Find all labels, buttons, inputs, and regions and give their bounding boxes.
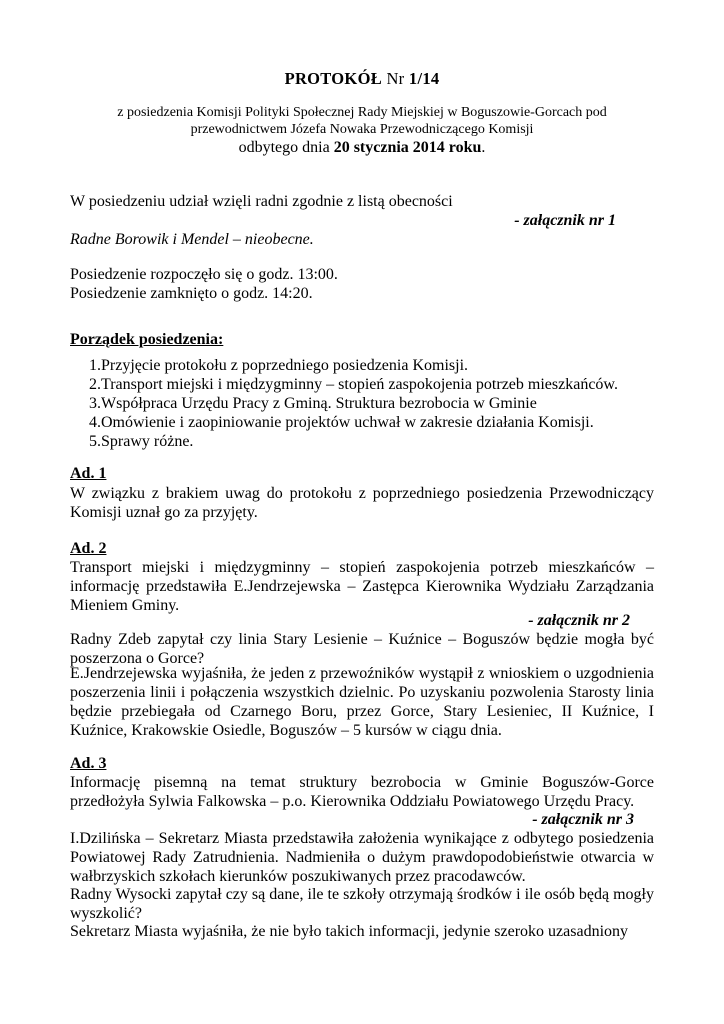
subtitle-line-2: przewodnictwem Józefa Nowaka Przewodniczącego Komisji: [190, 121, 534, 137]
document-title: [0, 69, 724, 89]
agenda-item: 1.Przyjęcie protokołu z poprzedniego posiedzenia Komisji.: [89, 357, 469, 374]
absent-note: Radne Borowik i Mendel – nieobecne.: [70, 231, 314, 248]
start-time: Posiedzenie rozpoczęło się o godz. 13:00.: [70, 266, 338, 283]
attachment-3-ref: - załącznik nr 3: [532, 811, 634, 828]
agenda-item: 5.Sprawy różne.: [89, 432, 194, 450]
agenda-list: [89, 357, 649, 452]
agenda-item: 2.Transport miejski i międzygminny – stopień zaspokojenia potrzeb mieszkańców.: [89, 375, 618, 393]
document-subtitle: [80, 105, 644, 158]
ad2-text: Transport miejski i międzygminny – stopień zaspokojenia potrzeb mieszkańców – informację przedstawiła E.Jendrzejewska – Zastępca Kierownika Wydziału Zarządzania Mieniem Gminy.: [70, 559, 654, 614]
subtitle-line-1: z posiedzenia Komisji Polityki Społecznej Rady Miejskiej w Boguszowie-Gorcach pod: [117, 105, 607, 120]
ad2-answer: E.Jendrzejewska wyjaśniła, że jeden z przewoźników wystąpił z wnioskiem o uzgodnienia poszerzenia linii i połączenia wszystkich dzielnic. Po uzyskaniu pozwolenia Starosty linia będzie przebiegała od Czarnego Boru, przez Gorce, Stary Lesieniec, II Kuźnice, I Kuźnice, Krakowskie Osiedle, Boguszów – 5 kursów w ciągu dnia.: [70, 665, 654, 739]
title-number: 1/14: [408, 69, 440, 88]
attendance-text: W posiedzeniu udział wzięli radni zgodnie z listą obecności: [70, 193, 453, 210]
date-value: 20 stycznia 2014 roku: [333, 139, 482, 156]
agenda-heading: Porządek posiedzenia:: [70, 331, 224, 348]
ad1-heading: Ad. 1: [70, 465, 107, 482]
date-suffix: .: [481, 139, 486, 156]
attachment-2-ref: - załącznik nr 2: [528, 612, 630, 629]
agenda-item: 4.Omówienie i zaopiniowanie projektów uchwał w zakresie działania Komisji.: [89, 413, 594, 431]
title-word: PROTOKÓŁ: [284, 69, 383, 88]
ad3-secretary: I.Dzilińska – Sekretarz Miasta przedstawiła założenia wynikające z odbytego posiedzenia Powiatowej Rady Zatrudnienia. Nadmieniła o dużym prawdopodobieństwie otwarcia w wałbrzyskich szkołach kierunków poszukiwanych przez pracodawców.: [70, 830, 654, 885]
ad2-question: Radny Zdeb zapytał czy linia Stary Lesienie – Kuźnice – Boguszów będzie mogła być poszerzona o Gorce?: [70, 631, 654, 667]
ad3-text: Informację pisemną na temat struktury bezrobocia w Gminie Boguszów-Gorce przedłożyła Sylwia Falkowska – p.o. Kierownika Oddziału Powiatowego Urzędu Pracy.: [70, 774, 654, 810]
agenda-item: 3.Współpraca Urzędu Pracy z Gminą. Struktura bezrobocia w Gminie: [89, 394, 537, 412]
date-prefix: odbytego dnia: [238, 139, 334, 156]
ad3-answer: Sekretarz Miasta wyjaśniła, że nie było takich informacji, jedynie szeroko uzasadniony: [70, 923, 629, 940]
ad1-text: W związku z brakiem uwag do protokołu z poprzedniego posiedzenia Przewodniczący Komisji uznał go za przyjęty.: [70, 485, 654, 521]
meeting-date: [80, 138, 644, 158]
ad2-heading: Ad. 2: [70, 540, 107, 557]
attachment-1-ref: - załącznik nr 1: [514, 212, 616, 229]
ad3-heading: Ad. 3: [70, 755, 107, 772]
title-nr: Nr: [382, 69, 409, 88]
end-time: Posiedzenie zamknięto o godz. 14:20.: [70, 285, 313, 302]
ad3-question: Radny Wysocki zapytał czy są dane, ile te szkoły otrzymają środków i ile osób będą mogły wyszkolić?: [70, 886, 654, 922]
